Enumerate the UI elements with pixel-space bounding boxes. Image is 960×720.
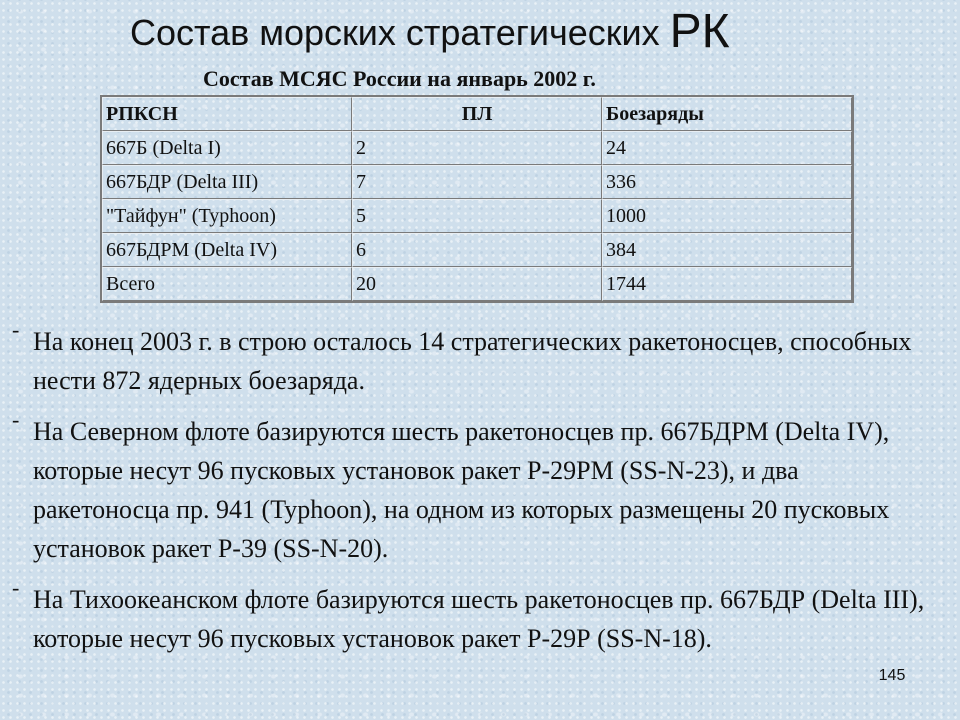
cell-submarines: 2 [352, 131, 602, 165]
table-total-row [102, 267, 852, 301]
bullet-item [0, 575, 960, 658]
column-header-warheads: Боезаряды [602, 97, 852, 131]
column-header-ssbn: РПКСН [102, 97, 352, 131]
table-row [102, 165, 852, 199]
cell-submarines: 5 [352, 199, 602, 233]
bullet-marker: - [12, 407, 20, 432]
cell-warheads: 24 [602, 131, 852, 165]
cell-warheads: 1744 [602, 267, 852, 301]
bullet-item [0, 407, 960, 568]
bullet-marker: - [12, 575, 20, 600]
table-header-row [102, 97, 852, 131]
bullet-text: На конец 2003 г. в строю осталось 14 стратегических ракетоносцев, способных нести 872 ядерных боезаряда. [33, 327, 912, 395]
cell-class: 667БДР (Delta III) [102, 165, 352, 199]
table-row [102, 199, 852, 233]
cell-class: 667БДРМ (Delta IV) [102, 233, 352, 267]
cell-submarines: 7 [352, 165, 602, 199]
cell-warheads: 1000 [602, 199, 852, 233]
bullet-marker: - [12, 317, 20, 342]
table-row [102, 131, 852, 165]
cell-class: "Тайфун" (Typhoon) [102, 199, 352, 233]
cell-warheads: 336 [602, 165, 852, 199]
cell-submarines: 6 [352, 233, 602, 267]
slide-title [130, 2, 890, 62]
slide-title-suffix: РК [669, 5, 730, 58]
cell-submarines: 20 [352, 267, 602, 301]
bullet-item [0, 317, 960, 400]
slide-title-text: Состав морских стратегических [130, 12, 660, 53]
forces-table [100, 95, 854, 303]
column-header-submarines: ПЛ [352, 97, 602, 131]
bullet-text: На Тихоокеанском флоте базируются шесть ракетоносцев пр. 667БДР (Delta III), которые несут 96 пусковых установок ракет Р-29Р (SS-N-18). [33, 585, 925, 653]
table-row [102, 233, 852, 267]
page-number: 145 [878, 667, 906, 684]
bullet-text: На Северном флоте базируются шесть ракетоносцев пр. 667БДРМ (Delta IV), которые несут 96 пусковых установок ракет Р-29РМ (SS-N-23), и два ракетоносца пр. 941 (Typhoon), на одном из которых размещены 20 пусковых установок ракет Р-39 (SS-N-20). [33, 417, 890, 563]
cell-class: Всего [102, 267, 352, 301]
table-caption: Состав МСЯС России на январь 2002 г. [203, 66, 596, 91]
cell-warheads: 384 [602, 233, 852, 267]
cell-class: 667Б (Delta I) [102, 131, 352, 165]
bullet-list [0, 317, 960, 670]
